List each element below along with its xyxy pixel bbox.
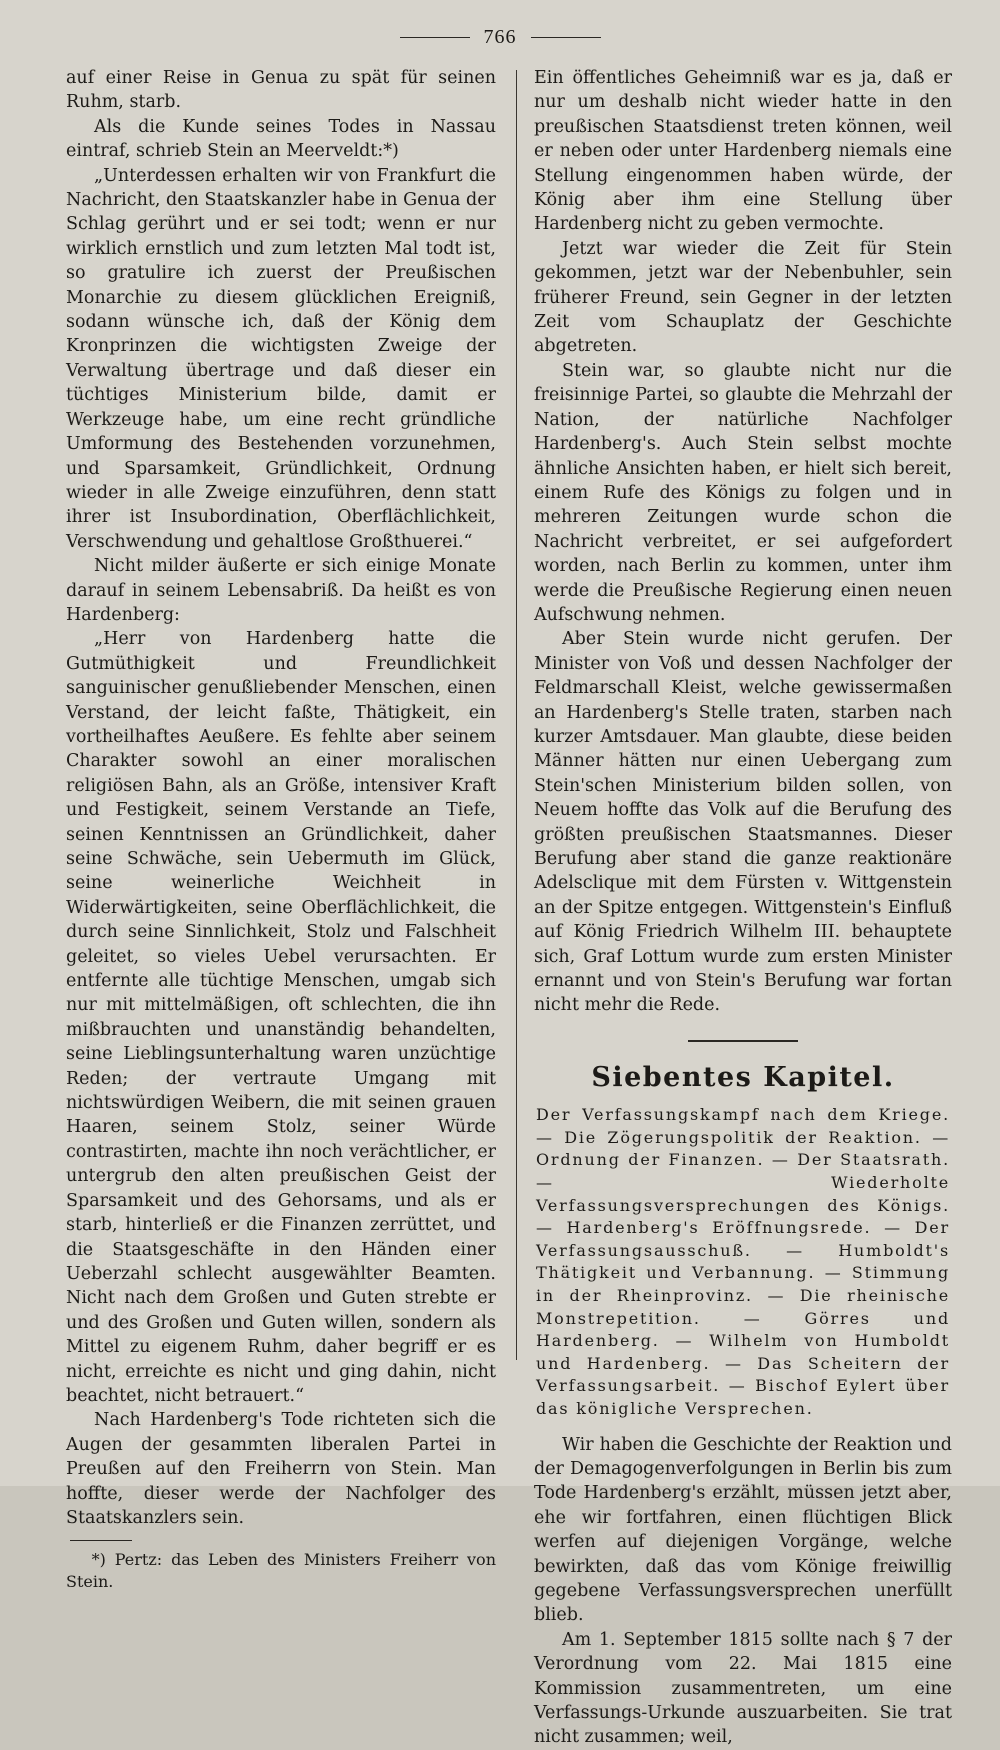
footnote-rule [70, 1540, 132, 1541]
chapter-title: Siebentes Kapitel. [591, 1061, 895, 1093]
paragraph: Wir haben die Geschichte der Reaktion und der Demagogenverfolgungen in Berlin bis zum Tode Hardenberg's erzählt, müssen jetzt aber, ehe wir fortfahren, einen flüchtigen Blick werfen auf diejenigen Vorgänge, welche bewirkten, daß das vom Könige freiwillig gegebene Verfassungsversprechen unerfüllt blieb. [534, 1434, 952, 1626]
paragraph: Nicht milder äußerte er sich einige Monate darauf in seinem Lebensabriß. Da heißt es von Hardenberg: [66, 556, 496, 625]
quotation: „Unterdessen erhalten wir von Frankfurt die Nachricht, den Staatskanzler habe in Genua der Schlag gerührt und er sei todt; wenn er nur wirklich ernstlich und zum letzten Mal todt ist, so gratulire ich zuerst der Preußischen Monarchie zu diesem glücklichen Ereigniß, sodann wünsche ich, daß der König dem Kronprinzen die wichtigsten Zweige der Verwaltung übertrage und daß dieser ein tüchtiges Ministerium bilde, damit er Werkzeuge habe, um eine recht gründliche Umformung des Bestehenden vorzunehmen, und Sparsamkeit, Gründlichkeit, Ordnung wieder in alle Zweige einzuführen, denn statt ihrer ist Insubordination, Oberflächlichkeit, Verschwendung und gehaltlose Großthuerei.“ [66, 165, 496, 552]
paragraph: Nach Hardenberg's Tode richteten sich die Augen der gesammten liberalen Partei in Preußen auf den Freiherrn von Stein. Man hoffte, dieser werde der Nachfolger des Staatskanzlers sein. [66, 1410, 496, 1528]
footnote: *) Pertz: das Leben des Ministers Freiherr von Stein. [66, 1550, 496, 1592]
header-rule-right [531, 37, 601, 38]
column-divider [516, 70, 517, 1360]
left-column [66, 66, 496, 1593]
paragraph: Aber Stein wurde nicht gerufen. Der Minister von Voß und dessen Nachfolger der Feldmarschall Kleist, welche gewissermaßen an Hardenberg's Stelle traten, starben nach kurzer Amtsdauer. Man glaubte, diese beiden Männer hätten nur einen Uebergang zum Stein'schen Ministerium bilden sollen, von Neuem hoffte das Volk auf die Berufung des größten preußischen Staatsmannes. Dieser Berufung aber stand die ganze reaktionäre Adelsclique mit dem Fürsten v. Wittgenstein an der Spitze entgegen. Wittgenstein's Einfluß auf König Friedrich Wilhelm III. behauptete sich, Graf Lottum wurde zum ersten Minister ernannt und von Stein's Berufung war fortan nicht mehr die Rede. [534, 629, 952, 1016]
section-rule [688, 1040, 798, 1042]
page-header [0, 22, 1000, 52]
quotation: „Herr von Hardenberg hatte die Gutmüthigkeit und Freundlichkeit sanguinischer genußliebender Menschen, einen Verstand, der leicht faßte, Thätigkeit, ein vortheilhaftes Aeußere. Es fehlte aber seinem Charakter sowohl an einer moralischen religiösen Bahn, als an Größe, intensiver Kraft und Festigkeit, seinem Verstande an Tiefe, seinen Kenntnissen an Gründlichkeit, daher seine Schwäche, sein Uebermuth im Glück, seine weinerliche Weichheit in Widerwärtigkeiten, seine Oberflächlichkeit, die durch seine Sinnlichkeit, Stolz und Falschheit geleitet, so vieles Uebel verursachten. Er entfernte alle tüchtige Menschen, umgab sich nur mit mittelmäßigen, oft schlechten, die ihn mißbrauchten und unanständig behandelten, seine Lieblingsunterhaltung waren unzüchtige Reden; der vertraute Umgang mit nichtswürdigen Weibern, die mit seinen grauen Haaren, seinem Stolz, seiner Würde contrastirten, machte ihn noch verächtlicher, er untergrub den alten preußischen Geist der Sparsamkeit und des Gehorsams, und als er starb, hinterließ er die Finanzen zerrüttet, und die Staatsgeschäfte in den Händen einer Ueberzahl schlecht ausgewählter Beamten. Nicht nach dem Großen und Guten strebte er und des Großen und Guten willen, sondern als Mittel zu eigenem Ruhm, daher begriff er es nicht, erreichte es nicht und ging dahin, nicht beachtet, nicht betrauert.“ [66, 629, 496, 1406]
header-rule-left [400, 37, 470, 38]
page-number: 766 [483, 25, 517, 48]
paragraph: Als die Kunde seines Todes in Nassau eintraf, schrieb Stein an Meerveldt:*) [66, 116, 496, 162]
chapter-summary: Der Verfassungskampf nach dem Kriege. — Die Zögerungspolitik der Reaktion. — Ordnung der Finanzen. — Der Staatsrath. — Wiederholte Verfassungsversprechungen des Königs. — Hardenberg's Eröffnungsrede. — Der Verfassungsausschuß. — Humboldt's Thätigkeit und Verbannung. — Stimmung in der Rheinprovinz. — Die rheinische Monstrepetition. — Görres und Hardenberg. — Wilhelm von Humboldt und Hardenberg. — Das Scheitern der Verfassungsarbeit. — Bischof Eylert über das königliche Versprechen. [536, 1105, 950, 1418]
paragraph: Ein öffentliches Geheimniß war es ja, daß er nur um deshalb nicht wieder hatte in den preußischen Staatsdienst treten können, weil er neben oder unter Hardenberg niemals eine Stellung eingenommen haben würde, der König aber ihm eine Stellung über Hardenberg nicht zu geben vermochte. [534, 68, 952, 235]
paragraph: Am 1. September 1815 sollte nach § 7 der Verordnung vom 22. Mai 1815 eine Kommission zusammentreten, um eine Verfassungs-Urkunde auszuarbeiten. Sie trat nicht zusammen; weil, [534, 1629, 952, 1748]
paragraph: Stein war, so glaubte nicht nur die freisinnige Partei, so glaubte die Mehrzahl der Nation, der natürliche Nachfolger Hardenberg's. Auch Stein selbst mochte ähnliche Ansichten haben, er hielt sich bereit, einem Rufe des Königs zu folgen und in mehreren Zeitungen wurde schon die Nachricht verbreitet, er sei aufgefordert worden, nach Berlin zu kommen, unter ihm werde die Preußische Regierung einen neuen Aufschwung nehmen. [534, 360, 952, 625]
right-column [534, 66, 952, 1750]
paragraph: auf einer Reise in Genua zu spät für seinen Ruhm, starb. [66, 68, 496, 113]
paragraph: Jetzt war wieder die Zeit für Stein gekommen, jetzt war der Nebenbuhler, sein früherer Freund, sein Gegner in der letzten Zeit vom Schauplatz der Geschichte abgetreten. [534, 238, 952, 357]
